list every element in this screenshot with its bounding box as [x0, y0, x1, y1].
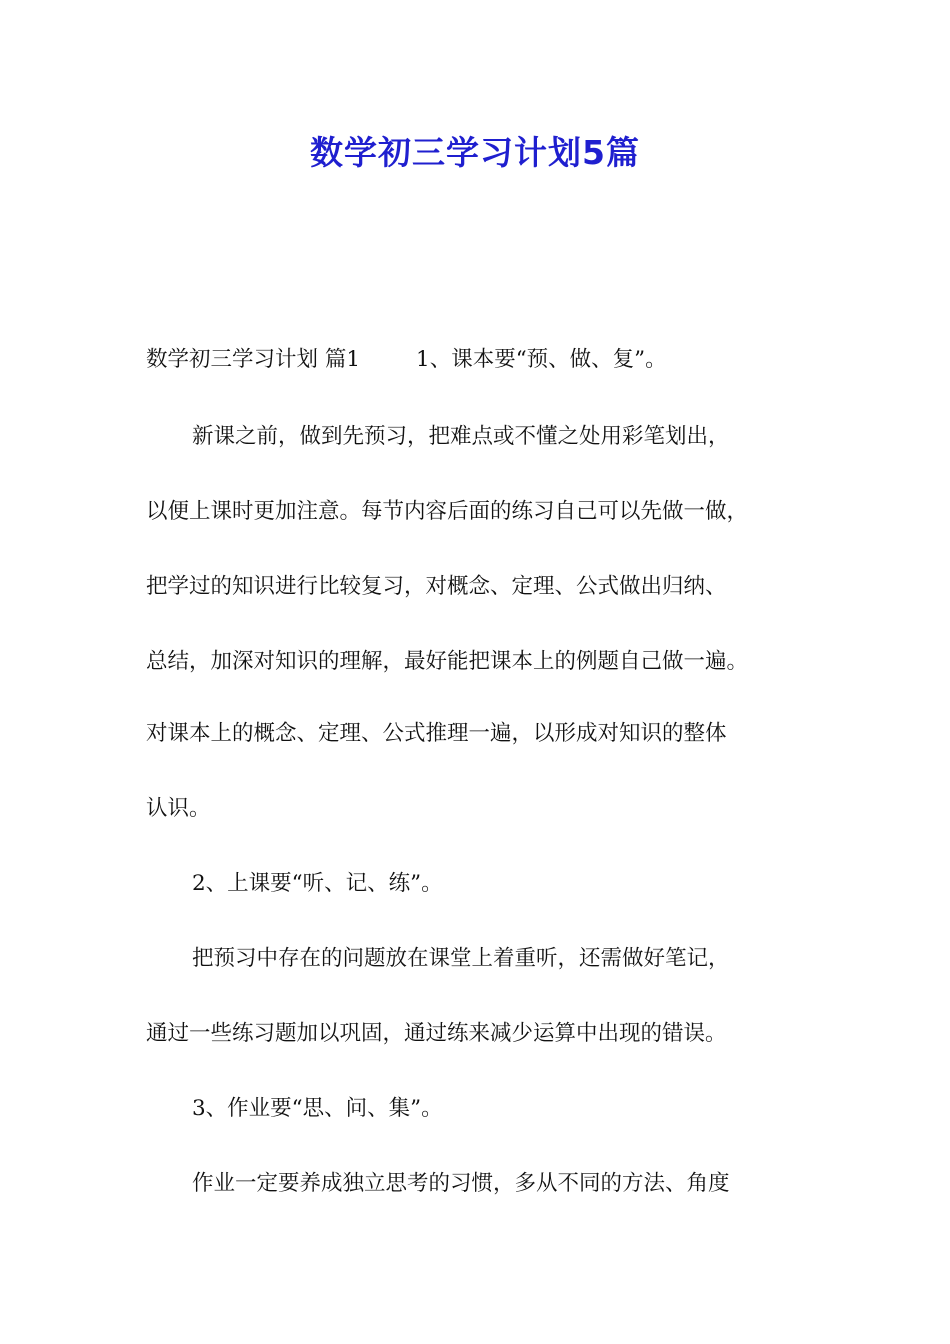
section-heading-line [146, 344, 846, 376]
point-1-heading: 1、课本要“预、做、复”。 [416, 347, 667, 372]
section-label: 数学初三学习计划 篇1 [146, 347, 361, 372]
paragraph-line: 认识。 [146, 796, 211, 821]
paragraph-line: 把学过的知识进行比较复习，对概念、定理、公式做出归纳、 [146, 574, 727, 599]
paragraph-line: 作业一定要养成独立思考的习惯，多从不同的方法、角度 [192, 1171, 730, 1196]
paragraph-line: 对课本上的概念、定理、公式推理一遍，以形成对知识的整体 [146, 721, 727, 746]
paragraph-line: 新课之前，做到先预习，把难点或不懂之处用彩笔划出， [192, 424, 730, 449]
paragraph-line: 以便上课时更加注意。每节内容后面的练习自己可以先做一做， [146, 499, 749, 524]
point-3-heading: 3、作业要“思、问、集”。 [192, 1096, 443, 1121]
paragraph-line: 把预习中存在的问题放在课堂上着重听，还需做好笔记， [192, 946, 730, 971]
point-2-heading: 2、上课要“听、记、练”。 [192, 871, 443, 896]
paragraph-line: 通过一些练习题加以巩固，通过练来减少运算中出现的错误。 [146, 1021, 727, 1046]
document-title: 数学初三学习计划5篇 [310, 133, 640, 172]
paragraph-line: 总结，加深对知识的理解，最好能把课本上的例题自己做一遍。 [146, 649, 749, 674]
